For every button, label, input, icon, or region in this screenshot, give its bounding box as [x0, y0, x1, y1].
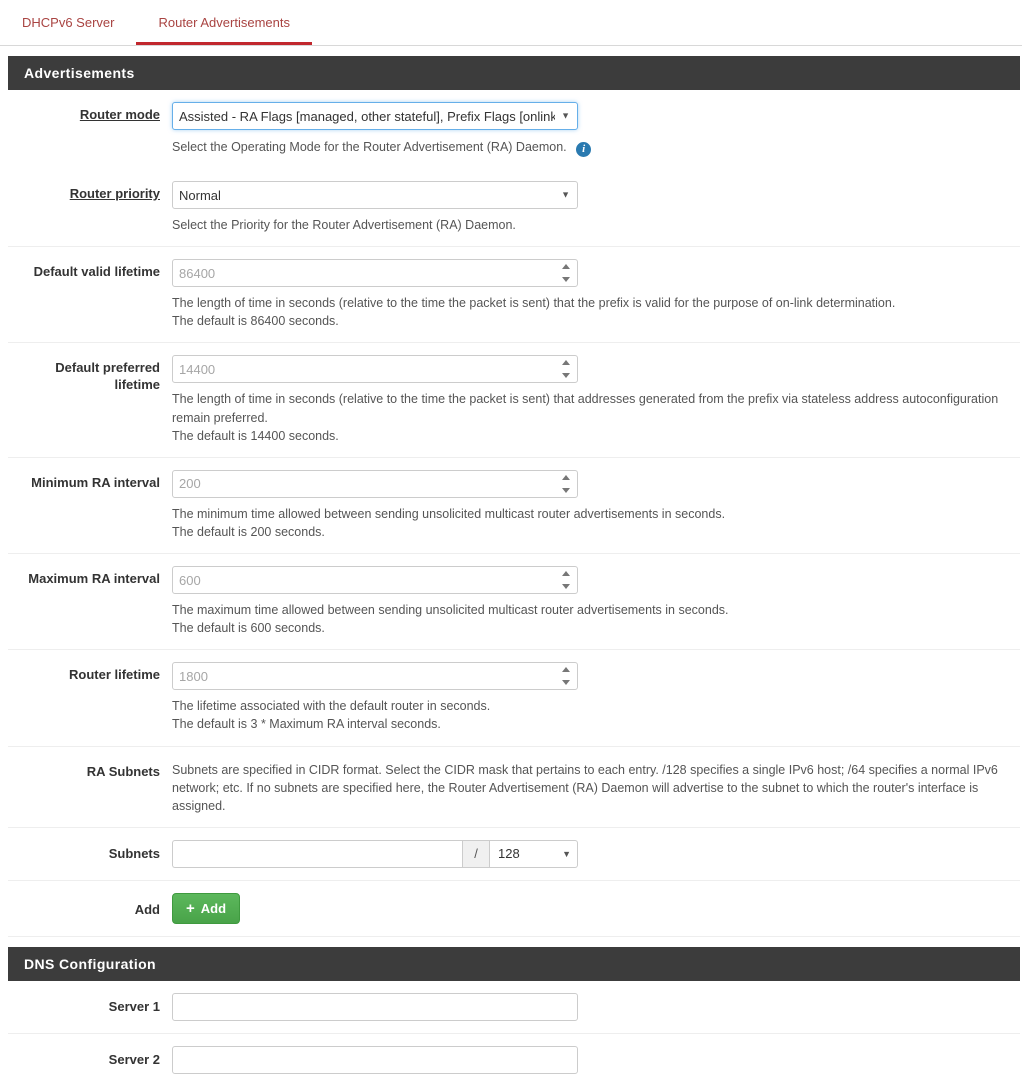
stepper-down-icon[interactable]	[562, 680, 570, 685]
row-subnets	[8, 828, 1020, 881]
default-valid-lifetime-wrap	[172, 259, 578, 287]
router-mode-select[interactable]	[172, 102, 578, 130]
maximum-ra-interval-wrap	[172, 566, 578, 594]
stepper-down-icon[interactable]	[562, 373, 570, 378]
row-maximum-ra-interval	[8, 554, 1020, 650]
help-router-lifetime	[172, 697, 1012, 733]
stepper-icon[interactable]	[560, 475, 572, 493]
label-default-valid-lifetime: Default valid lifetime	[33, 264, 160, 280]
stepper-up-icon[interactable]	[562, 667, 570, 672]
help-minimum-ra-interval-line2: The default is 200 seconds.	[172, 524, 325, 539]
router-lifetime-input[interactable]	[172, 662, 578, 690]
help-router-priority: Select the Priority for the Router Advertisement (RA) Daemon.	[172, 218, 516, 232]
label-router-lifetime: Router lifetime	[68, 667, 160, 683]
stepper-icon[interactable]	[560, 667, 572, 685]
stepper-down-icon[interactable]	[562, 277, 570, 282]
router-mode-select-wrap	[172, 102, 578, 130]
subnet-mask-select[interactable]	[490, 840, 578, 868]
row-router-lifetime	[8, 650, 1020, 746]
row-default-preferred-lifetime	[8, 343, 1020, 457]
chevron-down-icon: ▼	[561, 189, 570, 200]
stepper-up-icon[interactable]	[562, 360, 570, 365]
minimum-ra-interval-wrap	[172, 470, 578, 498]
subnet-mask-wrap	[490, 840, 578, 868]
field-dns-server-2	[172, 1046, 1020, 1074]
field-subnets	[172, 840, 1020, 868]
field-maximum-ra-interval	[172, 566, 1020, 637]
label-maximum-ra-interval: Maximum RA interval	[28, 571, 160, 586]
help-default-valid-lifetime-line1: The length of time in seconds (relative to the time the packet is sent) that the prefix is valid for the purpose of on-link determination.	[172, 296, 896, 311]
maximum-ra-interval-input[interactable]	[172, 566, 578, 594]
row-router-priority	[8, 169, 1020, 247]
help-maximum-ra-interval-line2: The default is 600 seconds.	[172, 621, 325, 636]
stepper-up-icon[interactable]	[562, 571, 570, 576]
chevron-down-icon: ▼	[562, 848, 571, 859]
section-header-dns-configuration	[8, 947, 1020, 981]
tab-bar	[0, 0, 1022, 46]
help-default-preferred-lifetime	[172, 390, 1012, 444]
router-priority-select[interactable]	[172, 181, 578, 209]
label-dns-server-2: Server 2	[108, 1051, 160, 1067]
field-default-preferred-lifetime	[172, 355, 1020, 444]
label-ra-subnets: RA Subnets	[86, 763, 160, 779]
help-router-lifetime-line1: The lifetime associated with the default router in seconds.	[172, 699, 491, 714]
row-dns-server-1	[8, 981, 1020, 1034]
router-lifetime-wrap	[172, 662, 578, 690]
label-router-mode: Router mode	[79, 107, 160, 122]
section-header-advertisements	[8, 56, 1020, 90]
field-add	[172, 893, 1020, 924]
field-dns-server-1	[172, 993, 1020, 1021]
field-router-priority	[172, 181, 1020, 234]
help-default-preferred-lifetime-line1: The length of time in seconds (relative to the time the packet is sent) that addresses generated from the prefix via stateless address autoconfiguration remain preferred.	[172, 392, 999, 425]
field-ra-subnets	[172, 759, 1020, 815]
tab-router-advertisements-label: Router Advertisements	[158, 15, 290, 30]
field-default-valid-lifetime	[172, 259, 1020, 330]
label-router-priority: Router priority	[69, 186, 160, 201]
subnet-address-input[interactable]	[172, 840, 462, 868]
router-priority-select-wrap	[172, 181, 578, 209]
help-default-valid-lifetime-line2: The default is 86400 seconds.	[172, 314, 339, 329]
help-router-lifetime-line2: The default is 3 * Maximum RA interval seconds.	[172, 717, 441, 732]
label-dns-server-1: Server 1	[108, 998, 160, 1014]
section-title-advertisements: Advertisements	[24, 65, 135, 81]
stepper-up-icon[interactable]	[562, 475, 570, 480]
stepper-icon[interactable]	[560, 571, 572, 589]
help-maximum-ra-interval	[172, 601, 1012, 637]
subnet-input-group	[172, 840, 578, 868]
chevron-down-icon: ▼	[561, 110, 570, 121]
add-subnet-button[interactable]	[172, 893, 240, 924]
help-maximum-ra-interval-line1: The maximum time allowed between sending unsolicited multicast router advertisements in seconds.	[172, 603, 729, 617]
dns-server-1-input[interactable]	[172, 993, 578, 1021]
label-minimum-ra-interval: Minimum RA interval	[31, 474, 160, 490]
field-router-lifetime	[172, 662, 1020, 733]
plus-icon: +	[186, 899, 195, 917]
section-title-dns-configuration: DNS Configuration	[24, 955, 157, 972]
help-minimum-ra-interval-line1: The minimum time allowed between sending unsolicited multicast router advertisements in seconds.	[172, 506, 726, 521]
tab-dhcpv6-server[interactable]	[0, 0, 136, 45]
stepper-up-icon[interactable]	[562, 264, 570, 269]
add-button-label: Add	[200, 900, 227, 916]
row-ra-subnets	[8, 747, 1020, 828]
info-icon[interactable]: i	[576, 142, 591, 157]
row-minimum-ra-interval	[8, 458, 1020, 554]
tab-router-advertisements[interactable]	[136, 0, 312, 45]
help-router-mode	[172, 137, 1012, 157]
help-default-preferred-lifetime-line2: The default is 14400 seconds.	[172, 428, 339, 443]
label-subnets: Subnets	[108, 845, 160, 861]
row-add	[8, 881, 1020, 937]
default-preferred-lifetime-wrap	[172, 355, 578, 383]
tab-dhcpv6-server-label: DHCPv6 Server	[22, 15, 115, 30]
help-default-valid-lifetime	[172, 294, 1012, 330]
dns-server-2-input[interactable]	[172, 1046, 578, 1074]
subnet-separator: /	[462, 840, 490, 868]
stepper-down-icon[interactable]	[562, 584, 570, 589]
help-router-mode-text: Select the Operating Mode for the Router Advertisement (RA) Daemon.	[172, 139, 567, 154]
label-add: Add	[134, 901, 160, 917]
stepper-down-icon[interactable]	[562, 488, 570, 493]
row-router-mode	[8, 90, 1020, 169]
default-preferred-lifetime-input[interactable]	[172, 355, 578, 383]
help-ra-subnets: Subnets are specified in CIDR format. Select the CIDR mask that pertains to each entry. /128 specifies a single IPv6 host; /64 specifies a normal IPv6 network; etc. If no subnets are specified here, the Router Advertisement (RA) Daemon will advertise to the subnet to which the router's interface is assigned.	[172, 762, 998, 813]
field-minimum-ra-interval	[172, 470, 1020, 541]
row-dns-server-2	[8, 1034, 1020, 1086]
minimum-ra-interval-input[interactable]	[172, 470, 578, 498]
label-default-preferred-lifetime: Default preferred lifetime	[55, 360, 160, 393]
stepper-icon[interactable]	[560, 264, 572, 282]
row-default-valid-lifetime	[8, 247, 1020, 343]
default-valid-lifetime-input[interactable]	[172, 259, 578, 287]
field-router-mode	[172, 102, 1020, 157]
stepper-icon[interactable]	[560, 360, 572, 378]
help-minimum-ra-interval	[172, 505, 1012, 541]
